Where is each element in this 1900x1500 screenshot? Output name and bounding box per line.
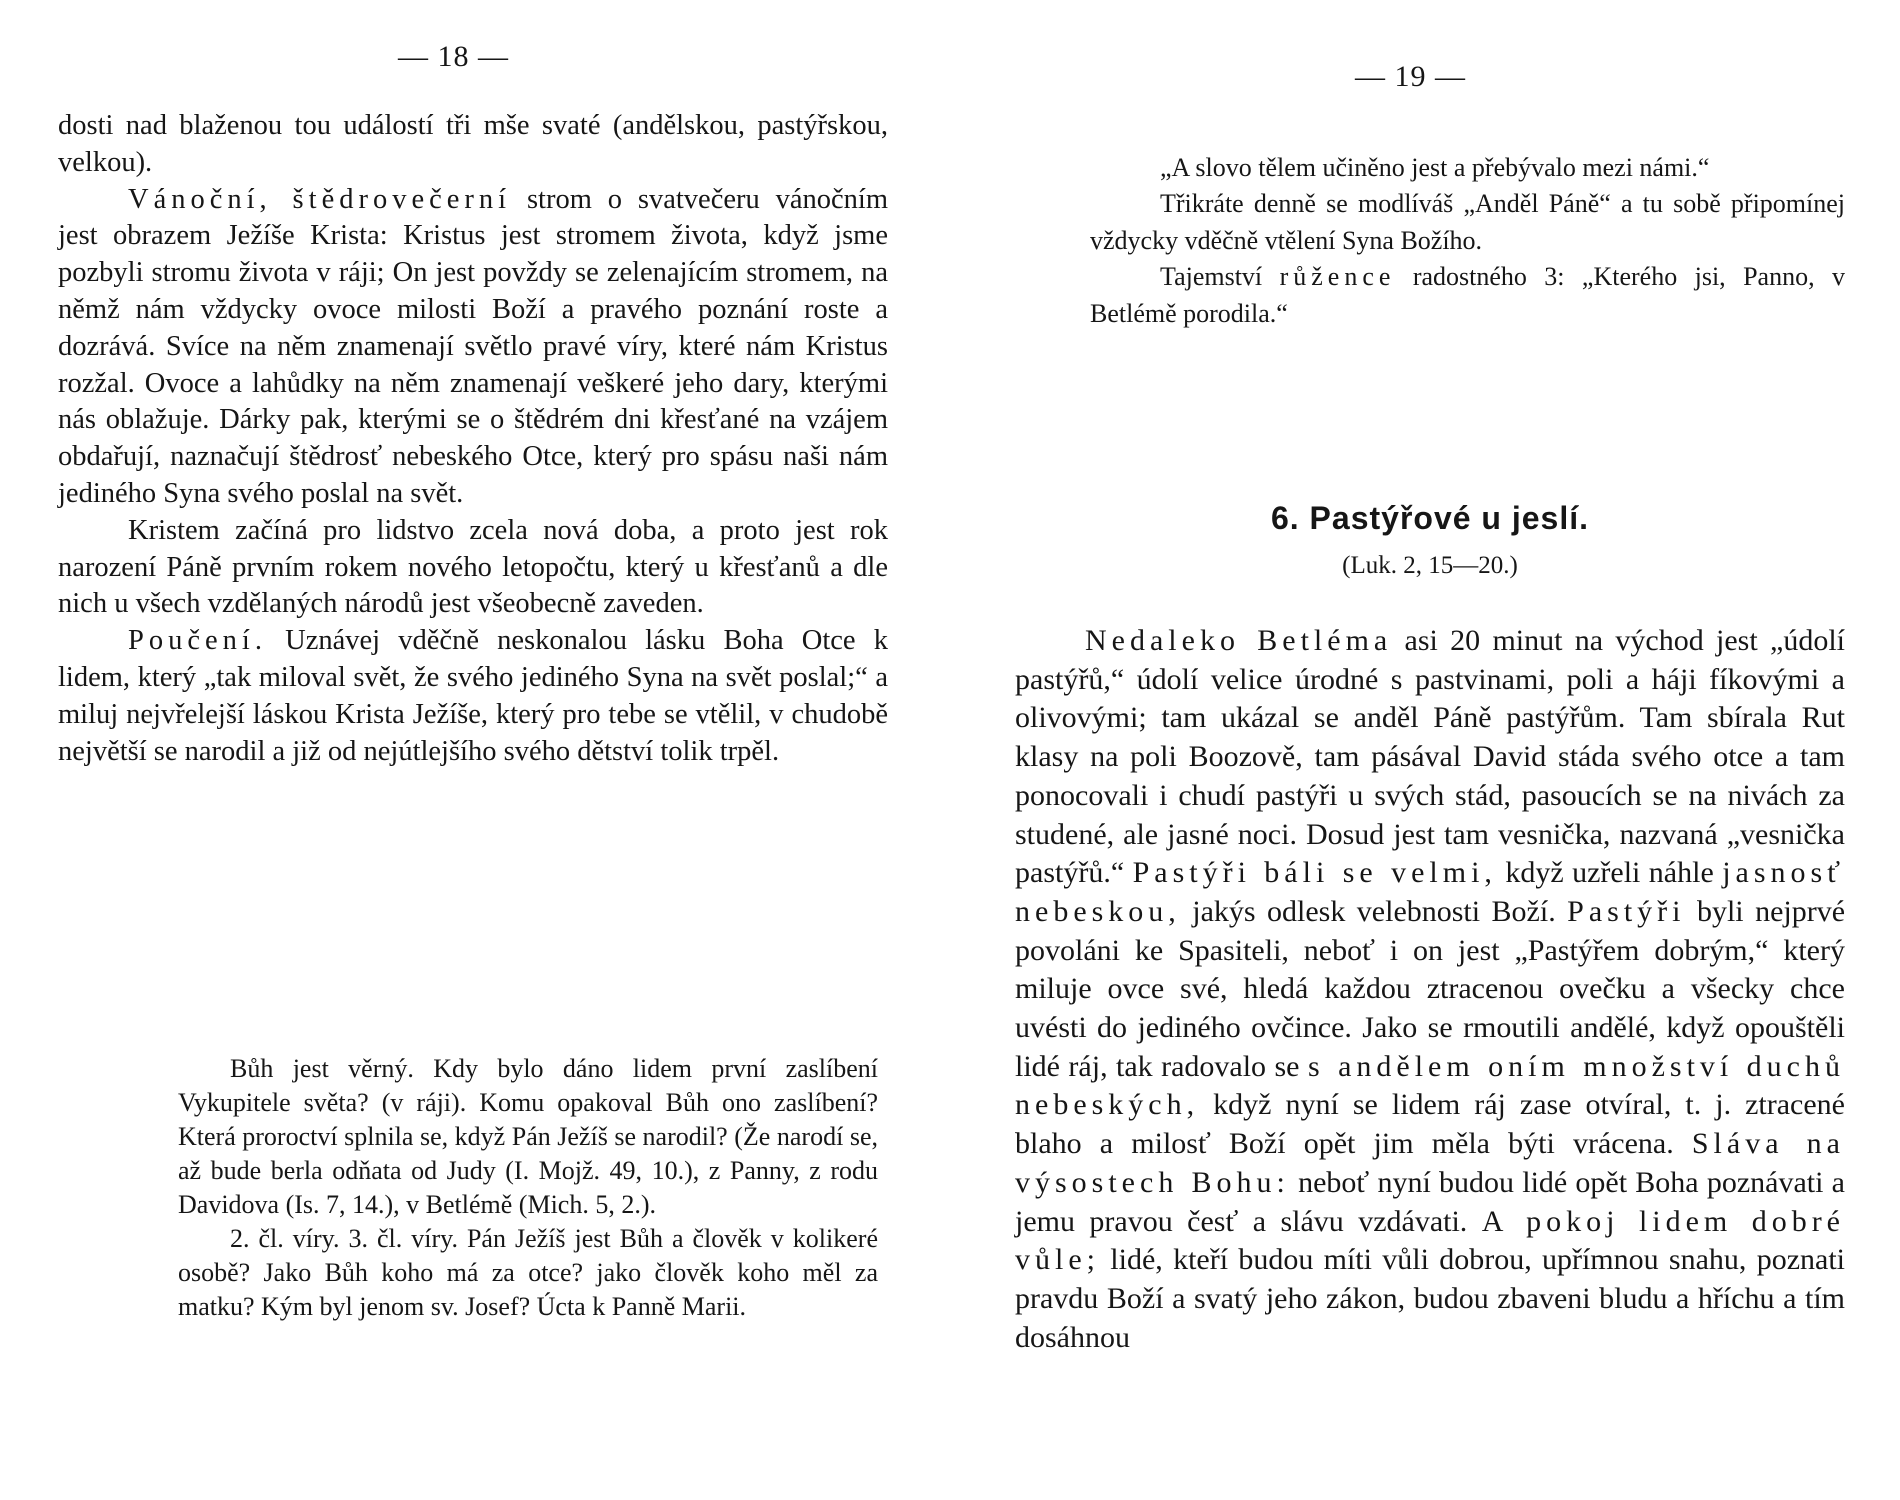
spaced-term: růžence [1279, 262, 1396, 292]
section-title: 6. Pastýřové u jeslí. [1270, 500, 1590, 536]
catechism-questions [178, 1052, 878, 1324]
paragraph: Kristem začíná pro lidstvo zcela nová doba, a proto jest rok narození Páně prvním rokem nového letopočtu, který u křesťanů a dle nich u všech vzdělaných národů jest všeobecně zaveden. [58, 514, 888, 620]
paragraph: dosti nad blaženou tou událostí tři mše svaté (andělskou, pastýřskou, velkou). [58, 110, 888, 178]
angelus-note: Třikráte denně se modlíváš „Anděl Páně“ a tu sobě připomínej vždycky vděčně vtělení Syna Božího. [1090, 189, 1845, 255]
spaced-term: Poučení. [128, 625, 267, 657]
page-number: — 19 — [1355, 60, 1466, 93]
question-block: Bůh jest věrný. Kdy bylo dáno lidem první zaslíbení Vykupitele světa? (v ráji). Komu opakoval Bůh ono zaslíbení? Která proroctví splnila se, když Pán Ježíš se narodil? (Že narodí se, až bude berla odňata od Judy (I. Mojž. 49, 10.), z Panny, z rodu Davidova (Is. 7, 14.), v Betlémě (Mich. 5, 2.). [178, 1054, 878, 1219]
paragraph: Vánoční, štědrovečerní strom o svatvečeru vánočním jest obrazem Ježíše Krista: Kristus jest stromem života, když jsme pozbyli stromu života v ráji; On jest povždy se zelenajícím stromem, na němž nám vždycky ovoce milosti Boží a pravého poznání roste a dozrává. Svíce na něm znamenají světlo pravé víry, které nám Kristus rozžal. Ovoce a lahůdky na něm znamenají veškeré jeho dary, kterými nás oblažuje. Dárky pak, kterými se o štědrém dni křesťané na vzájem obdařují, naznačují štědrosť nebeského Otce, který pro spásu naši nám jediného Syna svého poslal na svět. [58, 183, 889, 509]
paragraph: Poučení. Uznávej vděčně neskonalou lásku Boha Otce k lidem, který „tak miloval svět, že svého jediného Syna na svět poslal;“ a miluj nejvřelejší láskou Krista Ježíše, který pro tebe se vtělil, v chudobě největší se narodil a již od nejútlejšího svého dětství tolik trpěl. [58, 625, 889, 767]
rosary-note: Tajemství růžence radostného 3: „Kterého jsi, Panno, v Betlémě porodila.“ [1090, 262, 1845, 328]
section-reference: (Luk. 2, 15—20.) [1342, 552, 1518, 579]
spaced-term: Vánoční, štědrovečerní [128, 183, 512, 215]
page-number: — 18 — [398, 40, 509, 73]
left-main-text [58, 108, 888, 770]
gospel-commentary [1015, 622, 1845, 1357]
scripture-quote: „A slovo tělem učiněno jest a přebývalo mezi námi.“ [1160, 153, 1710, 182]
paragraph: Nedaleko Betléma asi 20 minut na východ jest „údolí pastýřů,“ údolí velice úrodné s pastvinami, poli a háji fíkovými a olivovými; tam ukázal se anděl Páně pastýřům. Tam sbírala Rut klasy na poli Boozově, tam pásával David stáda svého otce a tam ponocovali i chudí pastýři u svých stád, pasoucích se na nivách za studené, ale jasné noci. Dosud jest tam vesnička, nazvaná „vesnička pastýřů.“ Pastýři báli se velmi, když uzřeli náhle jasnosť nebeskou, jakýs odlesk velebnosti Boží. Pastýři byli nejprvé povoláni ke Spasiteli, neboť i on jest „Pastýřem dobrým,“ který miluje ovce své, hledá každou ztracenou ovečku a všecky chce uvésti do jediného ovčince. Jako se rmoutili andělé, když opouštěli lidé ráj, tak radovalo se s andělem oním množství duchů nebeských, když nyní se lidem ráj zase otvíral, t. j. ztracené blaho a milosť Boží opět jim měla býti vrácena. Sláva na výsostech Bohu: neboť nyní budou lidé opět Boha poznávati a jemu pravou česť a slávu vzdávati. A pokoj lidem dobré vůle; lidé, kteří budou míti vůli dobrou, upřímnou snahu, poznati pravdu Boží a svatý jeho zákon, budou zbaveni bludu a hříchu a tím dosáhnou [1015, 624, 1846, 1354]
right-top-text [1090, 150, 1845, 332]
question-block: 2. čl. víry. 3. čl. víry. Pán Ježíš jest Bůh a člověk v kolikeré osobě? Jako Bůh koho má za otce? jako člověk koho měl za matku? Kým byl jenom sv. Josef? Úcta k Panně Marii. [178, 1224, 878, 1321]
